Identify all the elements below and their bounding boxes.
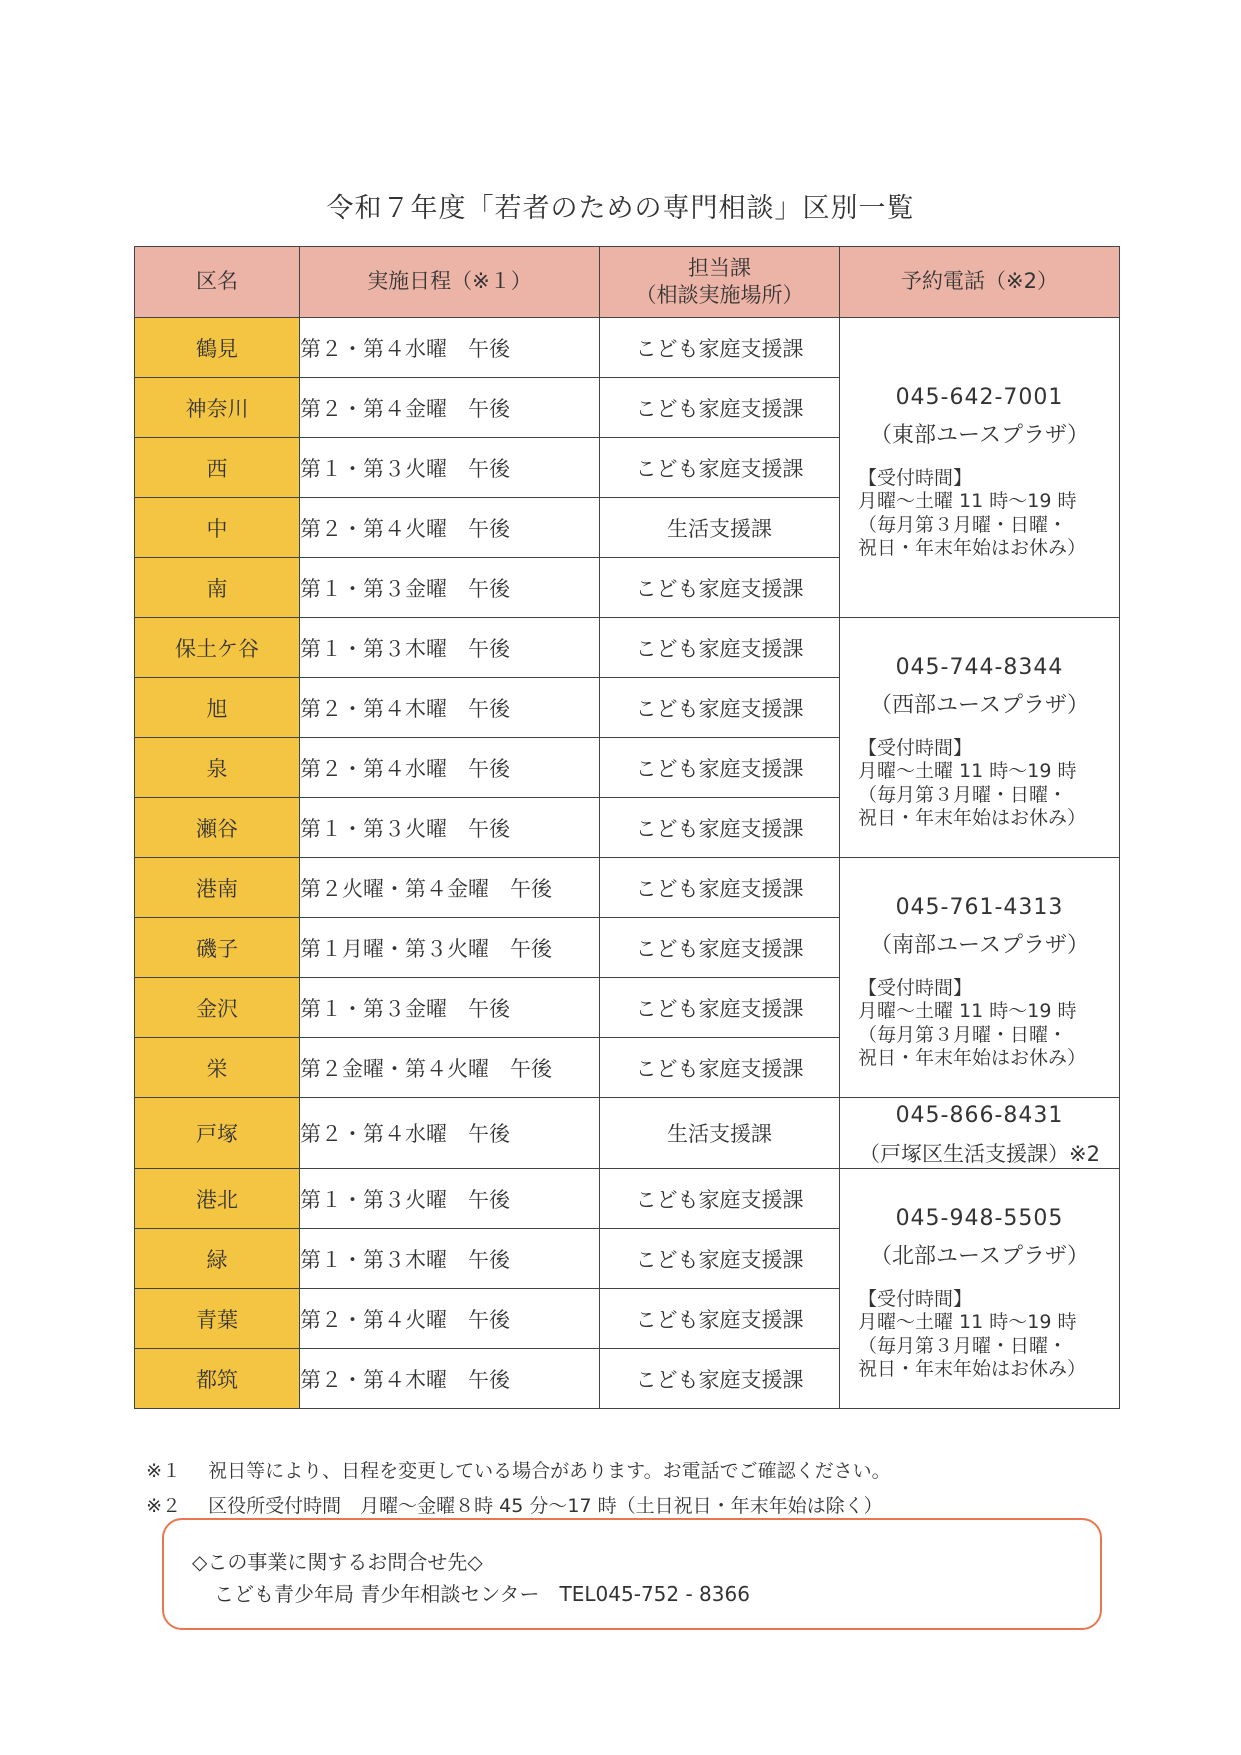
dept-cell: こども家庭支援課 [600, 1289, 840, 1349]
ward-cell: 鶴見 [135, 318, 300, 378]
dept-cell: こども家庭支援課 [600, 1229, 840, 1289]
ward-cell: 金沢 [135, 978, 300, 1038]
ward-cell: 南 [135, 558, 300, 618]
schedule-cell: 第１・第３火曜 午後 [300, 1169, 600, 1229]
schedule-cell: 第２・第４水曜 午後 [300, 738, 600, 798]
schedule-cell: 第２・第４火曜 午後 [300, 1289, 600, 1349]
header-ward: 区名 [135, 247, 300, 318]
contact-heading: ◇この事業に関するお問合せ先◇ [192, 1550, 483, 1574]
dept-cell: こども家庭支援課 [600, 1349, 840, 1409]
ward-cell: 瀬谷 [135, 798, 300, 858]
table-row [135, 318, 1120, 378]
schedule-cell: 第２・第４水曜 午後 [300, 318, 600, 378]
schedule-cell: 第２・第４金曜 午後 [300, 378, 600, 438]
phone-cell-north [840, 1169, 1120, 1409]
schedule-cell: 第２・第４水曜 午後 [300, 1098, 600, 1169]
consultation-table [134, 246, 1120, 1409]
ward-cell: 緑 [135, 1229, 300, 1289]
phone-cell-south [840, 858, 1120, 1098]
table-row [135, 858, 1120, 918]
schedule-cell: 第１・第３火曜 午後 [300, 798, 600, 858]
phone-number: 045-761-4313 [895, 894, 1064, 920]
dept-cell: こども家庭支援課 [600, 378, 840, 438]
schedule-cell: 第１・第３木曜 午後 [300, 1229, 600, 1289]
phone-number: 045-642-7001 [895, 384, 1064, 410]
ward-cell: 保土ケ谷 [135, 618, 300, 678]
dept-cell: こども家庭支援課 [600, 1169, 840, 1229]
table-row [135, 618, 1120, 678]
phone-number: 045-744-8344 [895, 654, 1064, 680]
schedule-cell: 第２火曜・第４金曜 午後 [300, 858, 600, 918]
dept-cell: こども家庭支援課 [600, 558, 840, 618]
dept-cell: 生活支援課 [600, 498, 840, 558]
schedule-cell: 第２・第４木曜 午後 [300, 678, 600, 738]
footnote-text: 祝日等により、日程を変更している場合があります。お電話でご確認ください。 [208, 1460, 891, 1482]
table-header-row [135, 247, 1120, 318]
phone-cell-west [840, 618, 1120, 858]
phone-place: （西部ユースプラザ） [870, 692, 1089, 718]
dept-cell: こども家庭支援課 [600, 858, 840, 918]
schedule-cell: 第１・第３木曜 午後 [300, 618, 600, 678]
phone-hours: 【受付時間】 月曜～土曜 11 時～19 時 （毎月第３月曜・日曜・ 祝日・年末年始はお休み） [858, 1287, 1087, 1380]
phone-number: 045-948-5505 [895, 1205, 1064, 1231]
footnote-2 [134, 1469, 883, 1518]
ward-cell: 神奈川 [135, 378, 300, 438]
table-row [135, 1169, 1120, 1229]
table-row [135, 1098, 1120, 1169]
dept-cell: こども家庭支援課 [600, 1038, 840, 1098]
ward-cell: 泉 [135, 738, 300, 798]
phone-hours: 【受付時間】 月曜～土曜 11 時～19 時 （毎月第３月曜・日曜・ 祝日・年末年始はお休み） [858, 736, 1087, 829]
ward-cell: 都筑 [135, 1349, 300, 1409]
footnote-mark: ※１ [146, 1460, 182, 1482]
header-dept [600, 247, 840, 318]
dept-cell: こども家庭支援課 [600, 738, 840, 798]
phone-cell-east [840, 318, 1120, 618]
schedule-cell: 第１・第３金曜 午後 [300, 558, 600, 618]
header-dept-line2: （相談実施場所） [635, 283, 804, 307]
page-title: 令和７年度「若者のための専門相談」区別一覧 [326, 193, 915, 224]
ward-cell: 戸塚 [135, 1098, 300, 1169]
ward-cell: 青葉 [135, 1289, 300, 1349]
schedule-cell: 第２・第４火曜 午後 [300, 498, 600, 558]
dept-cell: こども家庭支援課 [600, 978, 840, 1038]
contact-box [162, 1518, 1102, 1630]
ward-cell: 港南 [135, 858, 300, 918]
schedule-cell: 第１・第３金曜 午後 [300, 978, 600, 1038]
phone-place: （南部ユースプラザ） [870, 932, 1089, 958]
schedule-cell: 第２・第４木曜 午後 [300, 1349, 600, 1409]
dept-cell: こども家庭支援課 [600, 318, 840, 378]
header-schedule: 実施日程（※１） [300, 247, 600, 318]
phone-place: （戸塚区生活支援課）※2 [859, 1141, 1100, 1166]
dept-cell: こども家庭支援課 [600, 438, 840, 498]
ward-cell: 港北 [135, 1169, 300, 1229]
phone-place: （北部ユースプラザ） [870, 1243, 1089, 1269]
phone-hours: 【受付時間】 月曜～土曜 11 時～19 時 （毎月第３月曜・日曜・ 祝日・年末年始はお休み） [858, 466, 1087, 559]
ward-cell: 栄 [135, 1038, 300, 1098]
schedule-cell: 第１・第３火曜 午後 [300, 438, 600, 498]
ward-cell: 旭 [135, 678, 300, 738]
dept-cell: こども家庭支援課 [600, 618, 840, 678]
dept-cell: こども家庭支援課 [600, 798, 840, 858]
header-phone: 予約電話（※2） [840, 247, 1120, 318]
ward-cell: 中 [135, 498, 300, 558]
phone-number: 045-866-8431 [895, 1102, 1064, 1128]
phone-place: （東部ユースプラザ） [870, 422, 1089, 448]
footnote-text: 区役所受付時間 月曜～金曜８時 45 分～17 時（土日祝日・年末年始は除く） [208, 1495, 883, 1517]
header-dept-line1: 担当課 [688, 255, 751, 280]
dept-cell: 生活支援課 [600, 1098, 840, 1169]
schedule-cell: 第１月曜・第３火曜 午後 [300, 918, 600, 978]
phone-cell-totsuka [840, 1098, 1120, 1169]
schedule-cell: 第２金曜・第４火曜 午後 [300, 1038, 600, 1098]
phone-hours: 【受付時間】 月曜～土曜 11 時～19 時 （毎月第３月曜・日曜・ 祝日・年末年始はお休み） [858, 976, 1087, 1069]
footnote-mark: ※２ [146, 1495, 182, 1517]
dept-cell: こども家庭支援課 [600, 678, 840, 738]
dept-cell: こども家庭支援課 [600, 918, 840, 978]
contact-body: こども青少年局 青少年相談センター TEL045-752 - 8366 [214, 1582, 750, 1606]
ward-cell: 西 [135, 438, 300, 498]
ward-cell: 磯子 [135, 918, 300, 978]
